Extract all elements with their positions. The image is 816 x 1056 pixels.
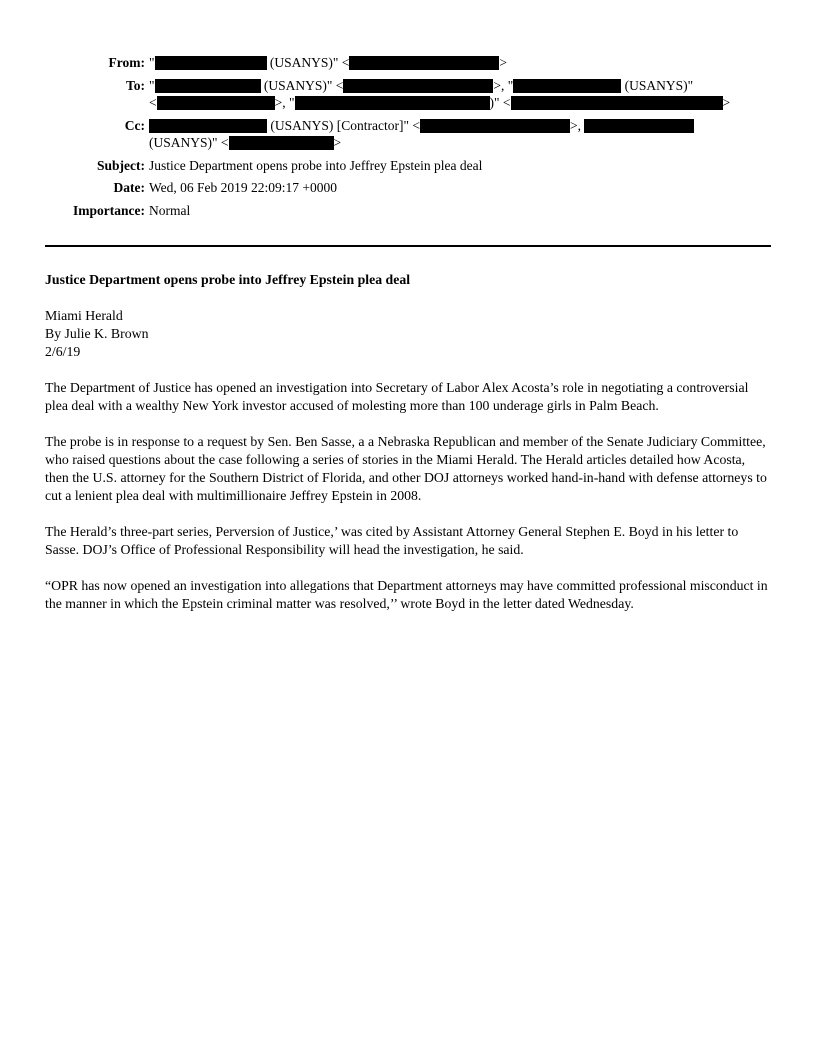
header-text-segment: Wed, 06 Feb 2019 22:09:17 +0000 [149, 180, 338, 195]
header-field-value [149, 54, 771, 72]
header-field [45, 77, 771, 112]
article-source-block [45, 307, 769, 361]
article-headline: Justice Department opens probe into Jeffrey Epstein plea deal [45, 272, 411, 287]
header-text-segment: (USANYS)" < [149, 135, 229, 150]
header-field-label: Date: [113, 180, 145, 195]
redaction-bar [420, 119, 570, 133]
article-paragraphs [45, 379, 769, 613]
header-field [45, 202, 771, 220]
header-field-label: Cc: [124, 117, 145, 133]
redaction-bar [511, 96, 723, 110]
source-publication: Miami Herald [45, 308, 123, 323]
header-field-value [149, 77, 771, 112]
header-field-value [149, 179, 771, 197]
header-field-line [149, 117, 771, 135]
redaction-bar [155, 56, 267, 70]
header-field-line [149, 179, 771, 197]
article-paragraph: The Department of Justice has opened an investigation into Secretary of Labor Alex Acosta’s role in negotiating a controversial plea deal with a wealthy New York investor accused of molesting more than 100 underage girls in Palm Beach. [45, 380, 749, 413]
header-text-segment: > [333, 135, 342, 150]
header-field-label: Importance: [73, 202, 145, 218]
redaction-bar [295, 96, 490, 110]
header-divider [45, 245, 771, 247]
header-text-segment: Normal [149, 202, 191, 218]
header-field-line [149, 54, 771, 72]
header-text-segment: > [722, 95, 731, 110]
header-field-line [149, 202, 771, 220]
redaction-bar [149, 119, 267, 133]
redaction-bar [157, 96, 275, 110]
header-text-segment: >, " [274, 95, 295, 110]
header-text-segment: (USANYS)" < [266, 55, 350, 70]
header-text-segment: " [149, 55, 155, 70]
header-field [45, 117, 771, 152]
article-paragraph: The probe is in response to a request by Sen. Ben Sasse, a a Nebraska Republican and member of the Senate Judiciary Committee, who raised questions about the case following a series of stories in the Miami Herald. The Herald articles detailed how Acosta, then the U.S. attorney for the Southern District of Florida, and other DOJ attorneys worked hand-in-hand with defense attorneys to cut a lenient plea deal with multimillionaire Jeffrey Epstein in 2008. [45, 434, 767, 503]
redaction-bar [343, 79, 493, 93]
header-field-label: To: [125, 77, 145, 93]
email-header-fields [45, 54, 771, 219]
header-text-segment: (USANYS)" < [260, 77, 344, 93]
header-field-value [149, 202, 771, 220]
header-text-segment: (USANYS)" [621, 77, 694, 93]
header-text-segment: (USANYS) [Contractor]" < [267, 117, 420, 133]
header-text-segment: >, " [493, 77, 514, 93]
article-body [45, 271, 769, 613]
redaction-bar [513, 79, 621, 93]
source-byline: By Julie K. Brown [45, 326, 149, 341]
header-field-label: From: [108, 55, 145, 70]
header-field-value [149, 117, 771, 152]
header-field-line [149, 157, 771, 175]
header-field [45, 157, 771, 175]
header-field-line [149, 77, 771, 95]
redaction-bar [155, 79, 261, 93]
source-date: 2/6/19 [45, 344, 81, 359]
header-text-segment: < [149, 95, 157, 110]
header-field-value [149, 157, 771, 175]
header-text-segment: >, [569, 117, 585, 133]
header-field-label: Subject: [97, 157, 145, 173]
redaction-bar [584, 119, 694, 133]
header-field [45, 54, 771, 72]
header-text-segment: )" < [489, 95, 511, 110]
header-field-line [149, 94, 771, 112]
redaction-bar [349, 56, 499, 70]
header-text-segment: " [149, 77, 155, 93]
header-text-segment: > [499, 55, 508, 70]
article-paragraph: “OPR has now opened an investigation into allegations that Department attorneys may have committed professional misconduct in the manner in which the Epstein criminal matter was resolved,’’ wrote Boyd in the letter dated Wednesday. [45, 578, 768, 611]
header-field-line [149, 134, 771, 152]
redaction-bar [229, 136, 334, 150]
header-text-segment: Justice Department opens probe into Jeffrey Epstein plea deal [149, 157, 483, 173]
header-field [45, 179, 771, 197]
article-paragraph: The Herald’s three-part series, Perversion of Justice,’ was cited by Assistant Attorney General Stephen E. Boyd in his letter to Sasse. DOJ’s Office of Professional Responsibility will head the investigation, he said. [45, 524, 739, 557]
